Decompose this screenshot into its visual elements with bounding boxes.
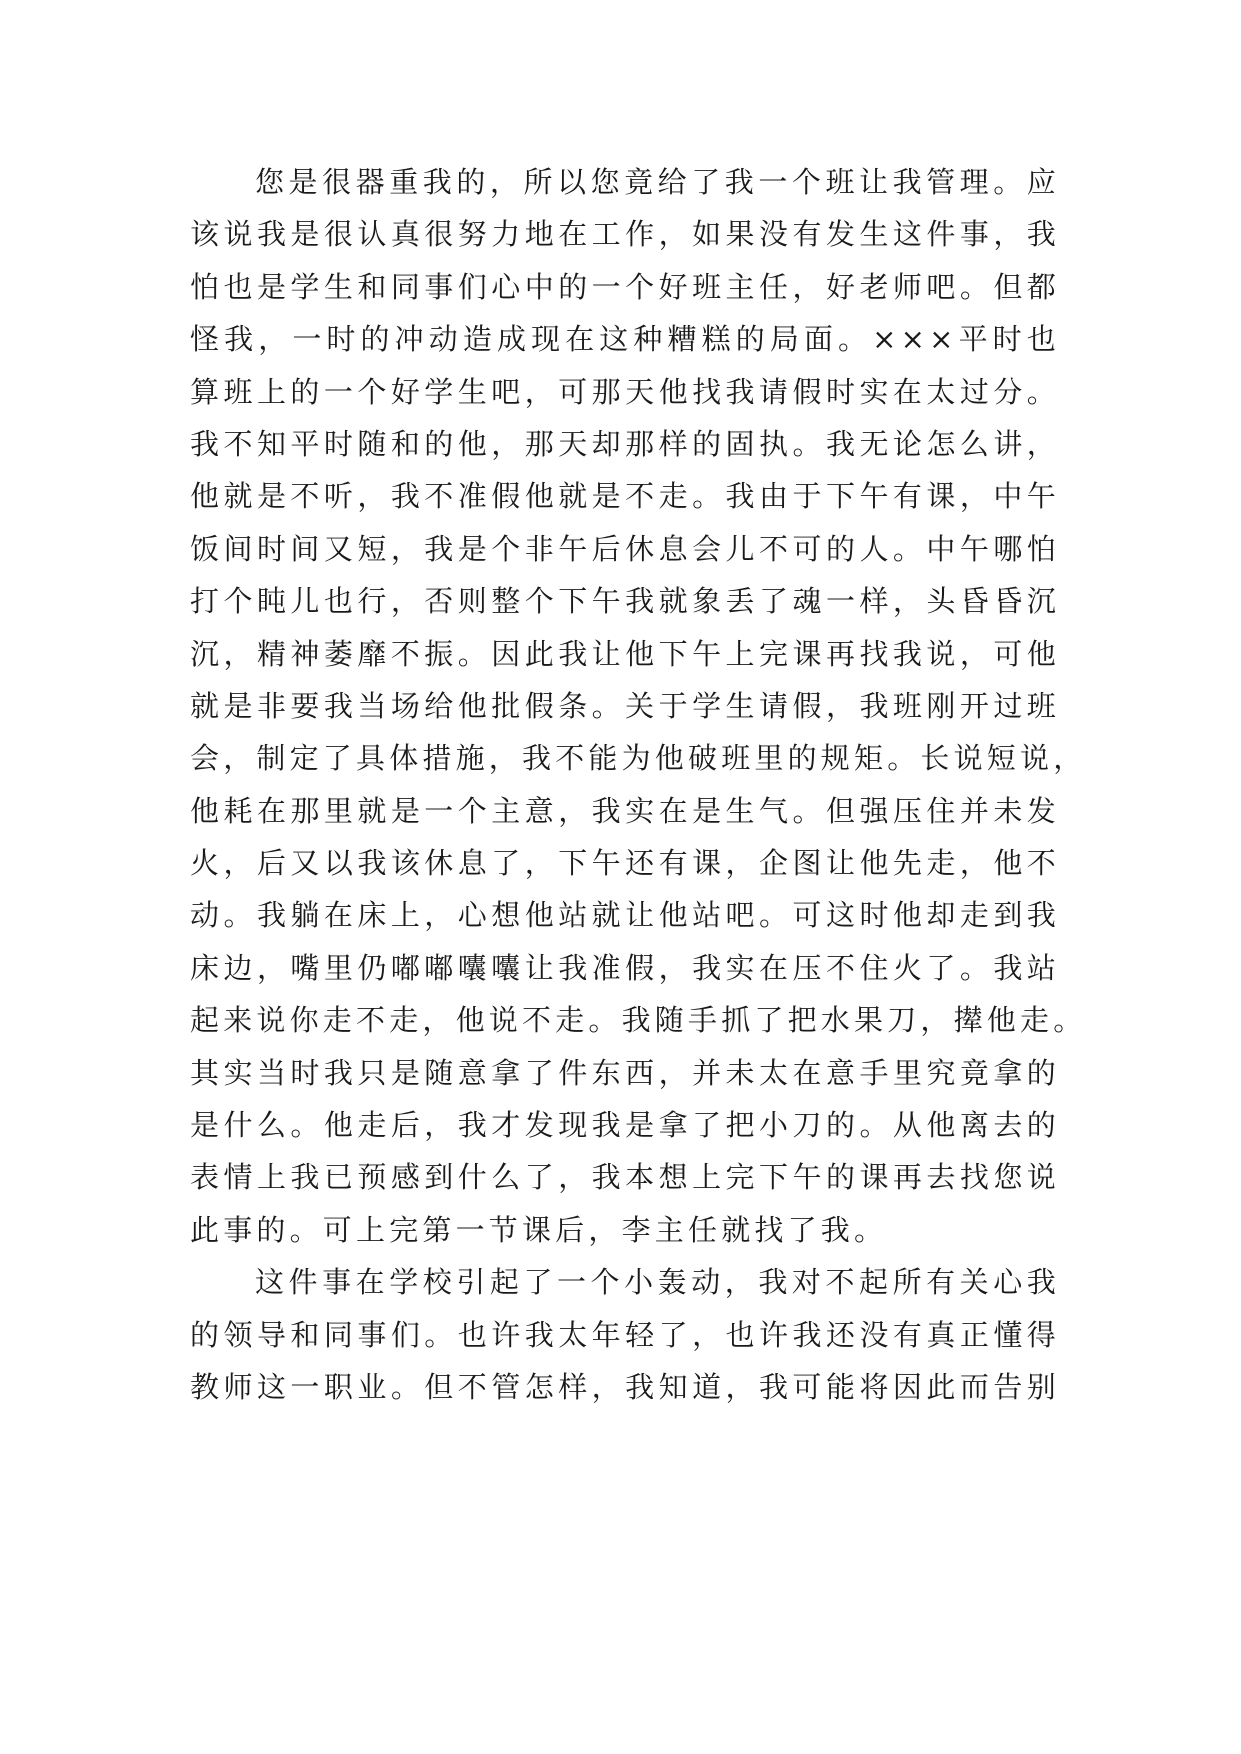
text-line: 是什么。他走后，我才发现我是拿了把小刀的。从他离去的 (190, 1108, 1060, 1143)
text-line: 我不知平时随和的他，那天却那样的固执。我无论怎么讲， (190, 426, 1060, 461)
letter-body (190, 156, 1087, 1413)
text-line: 该说我是很认真很努力地在工作，如果没有发生这件事，我 (190, 217, 1060, 252)
text-line: 此事的。可上完第一节课后，李主任就找了我。 (190, 1212, 888, 1247)
text-line: 他就是不听，我不准假他就是不走。我由于下午有课，中午 (190, 479, 1060, 514)
paragraph-1 (190, 156, 1087, 1256)
text-line: 算班上的一个好学生吧，可那天他找我请假时实在太过分。 (190, 374, 1060, 409)
text-line: 饭间时间又短，我是个非午后休息会儿不可的人。中午哪怕 (190, 531, 1060, 566)
text-line: 火，后又以我该休息了，下午还有课，企图让他先走，他不 (190, 846, 1060, 881)
text-line: 怕也是学生和同事们心中的一个好班主任，好老师吧。但都 (190, 269, 1060, 304)
text-line: 的领导和同事们。也许我太年轻了，也许我还没有真正懂得 (190, 1317, 1060, 1352)
text-line: 这件事在学校引起了一个小轰动，我对不起所有关心我 (255, 1265, 1060, 1300)
text-line: 表情上我已预感到什么了，我本想上完下午的课再去找您说 (190, 1160, 1060, 1195)
text-line: 您是很器重我的，所以您竟给了我一个班让我管理。应 (255, 165, 1060, 199)
text-line: 会，制定了具体措施，我不能为他破班里的规矩。长说短说， (190, 741, 1087, 776)
paragraph-2 (190, 1256, 1060, 1413)
text-line: 沉，精神萎靡不振。因此我让他下午上完课再找我说，可他 (190, 636, 1060, 671)
text-line: 其实当时我只是随意拿了件东西，并未太在意手里究竟拿的 (190, 1055, 1060, 1090)
text-line: 他耗在那里就是一个主意，我实在是生气。但强压住并未发 (190, 793, 1060, 828)
text-line: 怪我，一时的冲动造成现在这种糟糕的局面。×××平时也 (190, 322, 1060, 357)
text-line: 教师这一职业。但不管怎样，我知道，我可能将因此而告别 (190, 1369, 1060, 1404)
text-line: 起来说你走不走，他说不走。我随手抓了把水果刀，撵他走。 (190, 1003, 1087, 1038)
text-line: 床边，嘴里仍嘟嘟囔囔让我准假，我实在压不住火了。我站 (190, 950, 1060, 985)
text-line: 就是非要我当场给他批假条。关于学生请假，我班刚开过班 (190, 688, 1060, 723)
text-line: 打个盹儿也行，否则整个下午我就象丢了魂一样，头昏昏沉 (190, 584, 1060, 619)
text-line: 动。我躺在床上，心想他站就让他站吧。可这时他却走到我 (190, 898, 1060, 933)
